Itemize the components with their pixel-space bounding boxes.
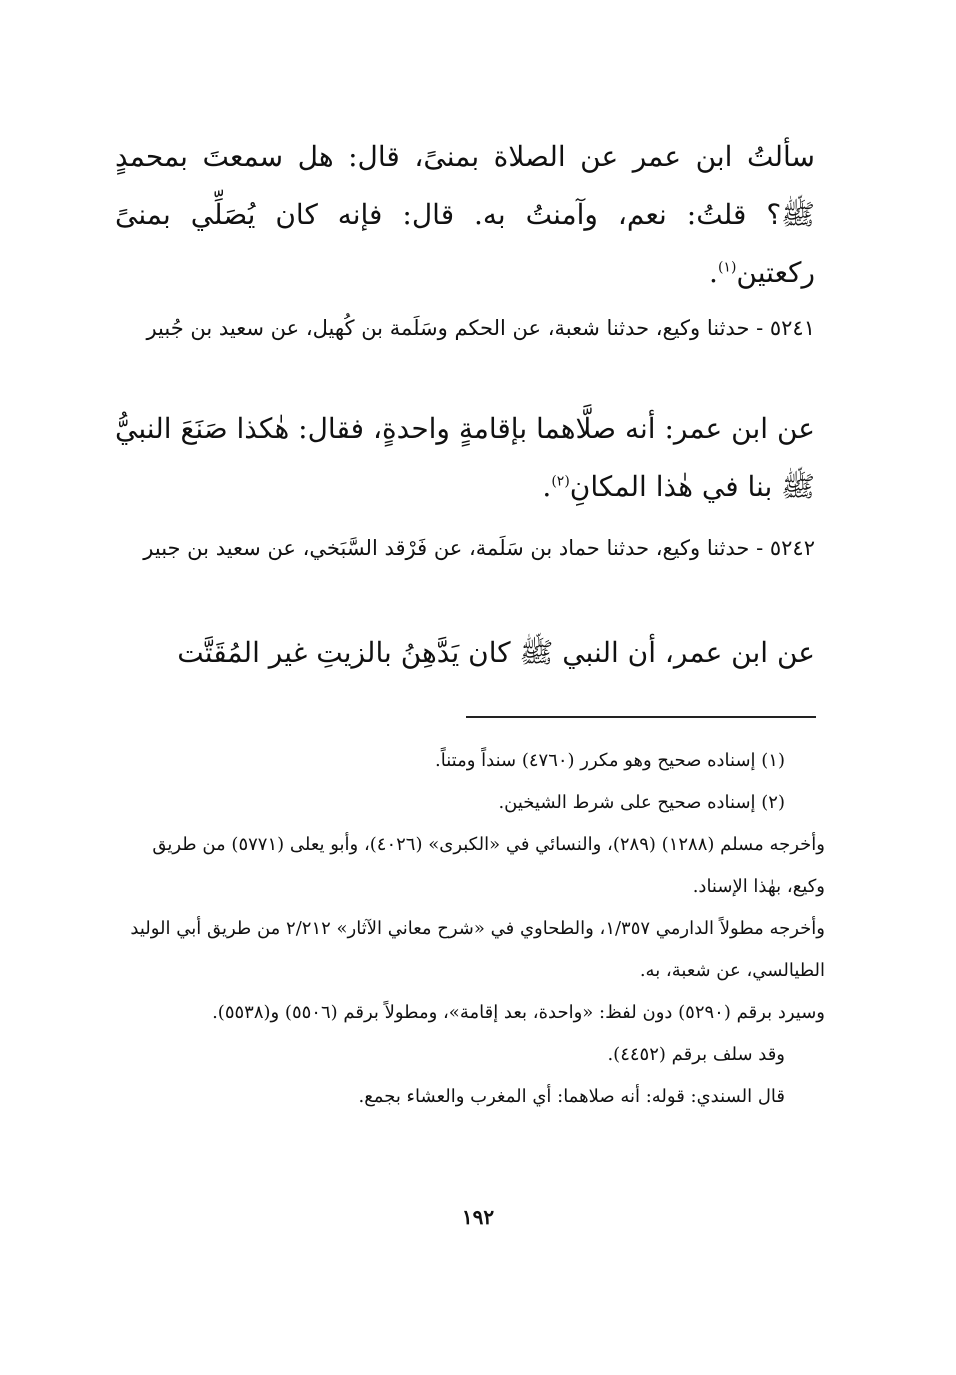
footnote-ref-1[interactable]: (١): [717, 259, 737, 276]
hadith-5241-isnad: ٥٢٤١ - حدثنا وكيع، حدثنا شعبة، عن الحكم وسَلَمة بن كُهيل، عن سعيد بن جُبير: [146, 316, 815, 340]
footnote-2-takhrij-2: وأخرجه مطولاً الدارمي ١/٣٥٧، والطحاوي في «شرح معاني الآثار» ٢/٢١٢ من طريق أبي الوليد الطيالسي، عن شعبة، به.: [130, 918, 825, 981]
hadith-text: عن ابن عمر: أنه صلَّاهما بإقامةٍ واحدةٍ، فقال: هٰكذا صَنَعَ النبيُّ ﷺ بنا في هٰذا المكانِ: [115, 412, 815, 503]
footnote-2-takhrij-4: وقد سلف برقم (٤٤٥٢).: [607, 1044, 785, 1065]
hadith-5242-isnad: ٥٢٤٢ - حدثنا وكيع، حدثنا حماد بن سَلَمة، عن فَرْقد السَّبَخي، عن سعيد بن جبير: [143, 536, 815, 560]
footnote-ref-2[interactable]: (٢): [551, 473, 570, 490]
page-number: ١٩٢: [461, 1205, 495, 1229]
hadith-5241-matn: عن ابن عمر: أنه صلَّاهما بإقامةٍ واحدةٍ، فقال: هٰكذا صَنَعَ النبيُّ ﷺ بنا في هٰذا المكانِ$^{(٢)}$.: [115, 412, 815, 503]
hadith-text: سألتُ ابن عمر عن الصلاة بمنىً، قال: هل سمعتَ بمحمدٍ ﷺ؟ قلتُ: نعم، وآمنتُ به. قال: فإنه كان يُصَلِّي بمنىً ركعتين: [115, 140, 815, 289]
footnote-2-takhrij-1: وأخرجه مسلم (١٢٨٨) (٢٨٩)، والنسائي في «الكبرى» (٤٠٢٦)، وأبو يعلى (٥٧٧١) من طريق وكيع، بهٰذا الإسناد.: [152, 834, 825, 897]
footnote-2-sindi: قال السندي: قوله: أنه صلاهما: أي المغرب والعشاء بجمع.: [358, 1086, 785, 1107]
footnotes: [125, 740, 825, 1118]
footnote-separator: [466, 716, 816, 718]
footnote-2-takhrij-3: وسيرد برقم (٥٢٩٠) دون لفظ: «واحدة، بعد إقامة»، ومطولاً برقم (٥٥٠٦) و(٥٥٣٨).: [212, 1002, 825, 1023]
hadith-5242-matn: عن ابن عمر، أن النبي ﷺ كان يَدَّهِنُ بالزيتِ غير المُقَتَّت: [177, 636, 815, 669]
footnote-1: (١) إسناده صحيح وهو مكرر (٤٧٦٠) سنداً ومتناً.: [435, 750, 785, 771]
hadith-text-continued: سألتُ ابن عمر عن الصلاة بمنىً، قال: هل سمعتَ بمحمدٍ ﷺ؟ قلتُ: نعم، وآمنتُ به. قال: فإنه كان يُصَلِّي بمنىً ركعتين$^{(١)}$.: [115, 140, 815, 289]
footnote-2: (٢) إسناده صحيح على شرط الشيخين.: [498, 792, 785, 813]
